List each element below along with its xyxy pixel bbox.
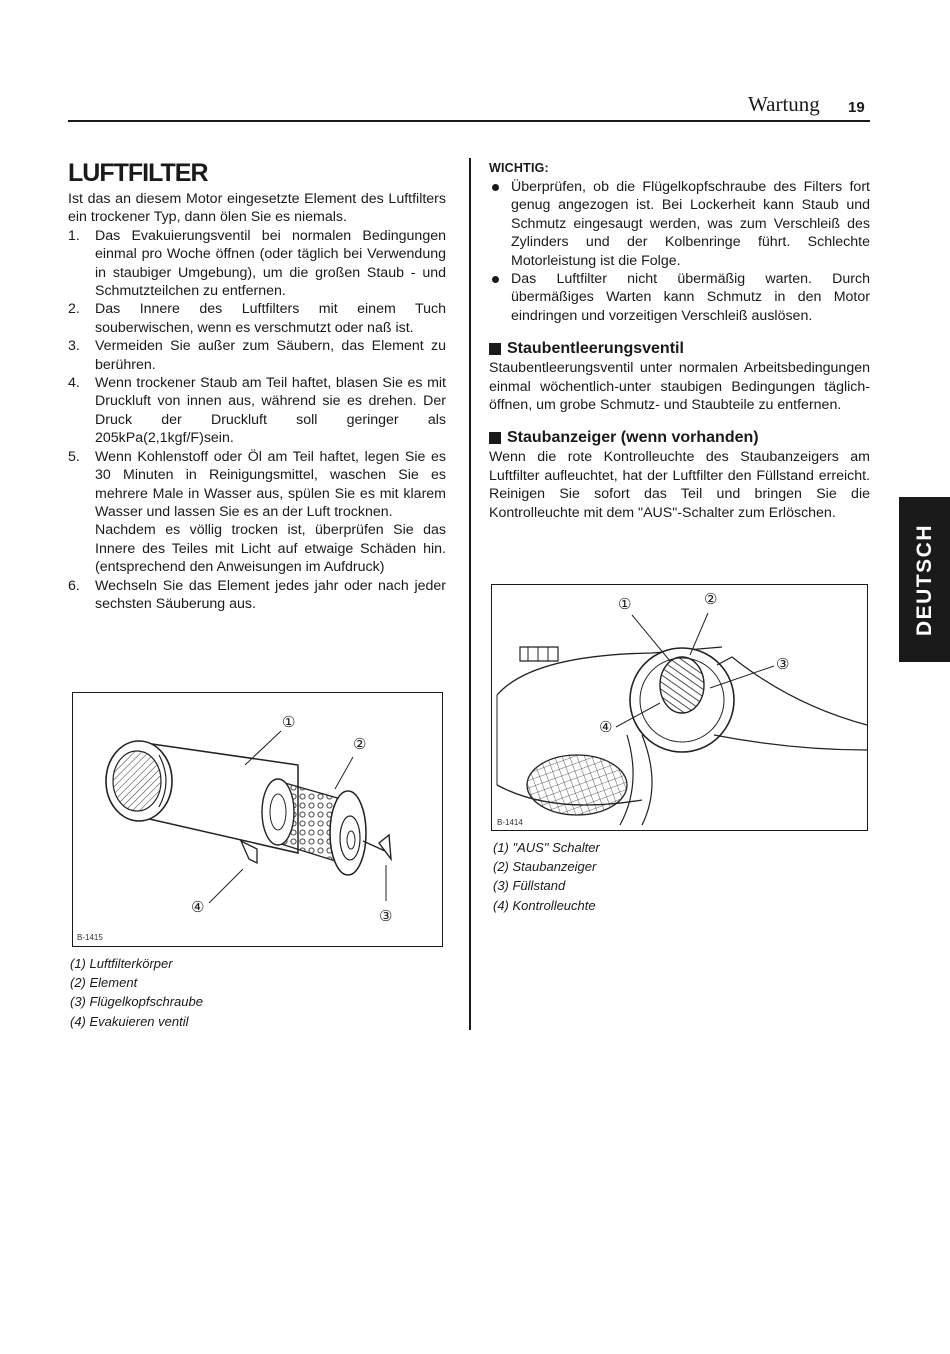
callout-2: ② (353, 735, 367, 753)
step-extra-text: Nachdem es völlig trocken ist, überprüfen Sie das Innere des Teiles mit Licht auf etwaige Schäden hin. (entsprechend den Anweisungen im Aufdruck) (95, 522, 446, 576)
caption-item: (4) Evakuieren ventil (70, 1013, 189, 1029)
step-item (68, 448, 446, 577)
step-text: Das Innere des Luftfilters mit einem Tuch souberwischen, wenn es verschmutzt oder naß ist. (95, 301, 446, 336)
callout-1: ① (282, 713, 296, 731)
caption-item: (2) Element (70, 975, 138, 991)
step-number: 5. (68, 448, 80, 465)
indicator-heading (489, 428, 870, 448)
valve-paragraph: Staubentleerungsventil unter normalen Arbeitsbedingungen einmal wöchentlich-unter staubigen Bedingungen täglich-öffnen, um grobe Schmutz- und Staubteile zu entfernen. (489, 360, 870, 414)
step-number: 2. (68, 301, 80, 318)
step-text: Vermeiden Sie außer zum Säubern, das Element zu berühren. (95, 338, 446, 373)
right-figure-captions (493, 838, 600, 915)
valve-heading-text: Staubentleerungsventil (507, 340, 684, 358)
left-figure-captions (70, 954, 203, 1031)
step-text: Wenn Kohlenstoff oder Öl am Teil haftet, legen Sie es 30 Minuten in Reinigungsmittel, waschen Sie es mehrere Male in Wasser aus, spülen Sie es mit klarem Wasser und lassen Sie es an der Luft trocknen. (95, 448, 446, 520)
important-label: WICHTIG: (489, 161, 549, 175)
step-item (68, 300, 446, 337)
important-text: Überprüfen, ob die Flügelkopfschraube des Filters fort genug angezogen ist. Bei Lockerheit kann Staub und Schmutz eingesaugt werden, was zum Verschleiß des Zylinders und der Kolbenringe führt. Schlechte Motorleistung ist die Folge. (511, 179, 870, 269)
important-list (489, 178, 870, 325)
maintenance-steps (68, 227, 446, 614)
column-divider (469, 158, 471, 1030)
header-rule (68, 120, 870, 122)
step-text: Wenn trockener Staub am Teil haftet, blasen Sie es mit Druckluft von innen aus, während sie es drehen. Der Druck der Druckluft soll geringer als 205kPa(2,1kgf/F)sein. (95, 375, 446, 447)
dust-indicator-figure (491, 584, 868, 831)
language-tab (899, 497, 950, 662)
caption-item: (1) "AUS" Schalter (493, 840, 600, 855)
page-header-title: Wartung (748, 92, 820, 116)
caption-item: (4) Kontrolleuchte (493, 897, 596, 913)
callout-4: ④ (599, 718, 613, 736)
step-item (68, 577, 446, 614)
intro-paragraph: Ist das an diesem Motor eingesetzte Element des Luftfilters ein trockener Typ, dann ölen Sie es niemals. (68, 191, 446, 226)
important-item (489, 178, 870, 270)
step-number: 4. (68, 375, 80, 392)
section-title: LUFTFILTER (68, 159, 208, 187)
air-filter-figure (72, 692, 443, 947)
step-number: 6. (68, 577, 80, 594)
bullet-icon (492, 184, 499, 191)
indicator-paragraph: Wenn die rote Kontrolleuchte des Staubanzeigers am Luftfilter aufleuchtet, hat der Luftfilter den Füllstand erreicht. Reinigen Sie sofort das Teil und bringen Sie die Kontrolleuchte mit dem "AUS"-Schalter zum Erlöschen. (489, 449, 870, 521)
important-item (489, 270, 870, 325)
step-item (68, 374, 446, 448)
callout-2: ② (704, 590, 718, 608)
caption-item: (3) Flügelkopfschraube (70, 994, 203, 1010)
valve-heading (489, 339, 870, 359)
square-bullet-icon (489, 343, 501, 355)
indicator-heading-text: Staubanzeiger (wenn vorhanden) (507, 429, 759, 447)
important-text: Das Luftfilter nicht übermäßig warten. Durch übermäßiges Warten kann Schmutz in den Motor eindringen und vorzeitigen Verschleiß auslösen. (511, 271, 870, 324)
callout-3: ③ (776, 655, 790, 673)
figure-code: B-1414 (497, 818, 523, 827)
figure-code: B-1415 (77, 933, 103, 942)
step-number: 3. (68, 338, 80, 355)
step-text: Das Evakuierungsventil bei normalen Bedingungen einmal pro Woche öffnen (oder täglich bei Verwendung in staubiger Umgebung), um die großen Staub - und Schmutzteilchen zu entfernen. (95, 227, 446, 300)
page-number: 19 (848, 99, 865, 116)
square-bullet-icon (489, 432, 501, 444)
step-text: Wechseln Sie das Element jedes jahr oder nach jeder sechsten Säuberung aus. (95, 577, 446, 612)
callout-1: ① (618, 595, 632, 613)
step-item (68, 337, 446, 374)
step-number: 1. (68, 227, 80, 244)
step-item (68, 227, 446, 301)
language-tab-label: DEUTSCH (912, 523, 936, 636)
caption-item: (2) Staubanzeiger (493, 859, 597, 875)
caption-item: (1) Luftfilterkörper (70, 956, 173, 971)
callout-4: ④ (191, 898, 205, 916)
right-column (489, 158, 870, 522)
callout-3: ③ (379, 907, 393, 925)
bullet-icon (492, 276, 499, 283)
dust-indicator-illustration (492, 585, 869, 832)
caption-item: (3) Füllstand (493, 878, 566, 894)
left-column (68, 158, 446, 613)
